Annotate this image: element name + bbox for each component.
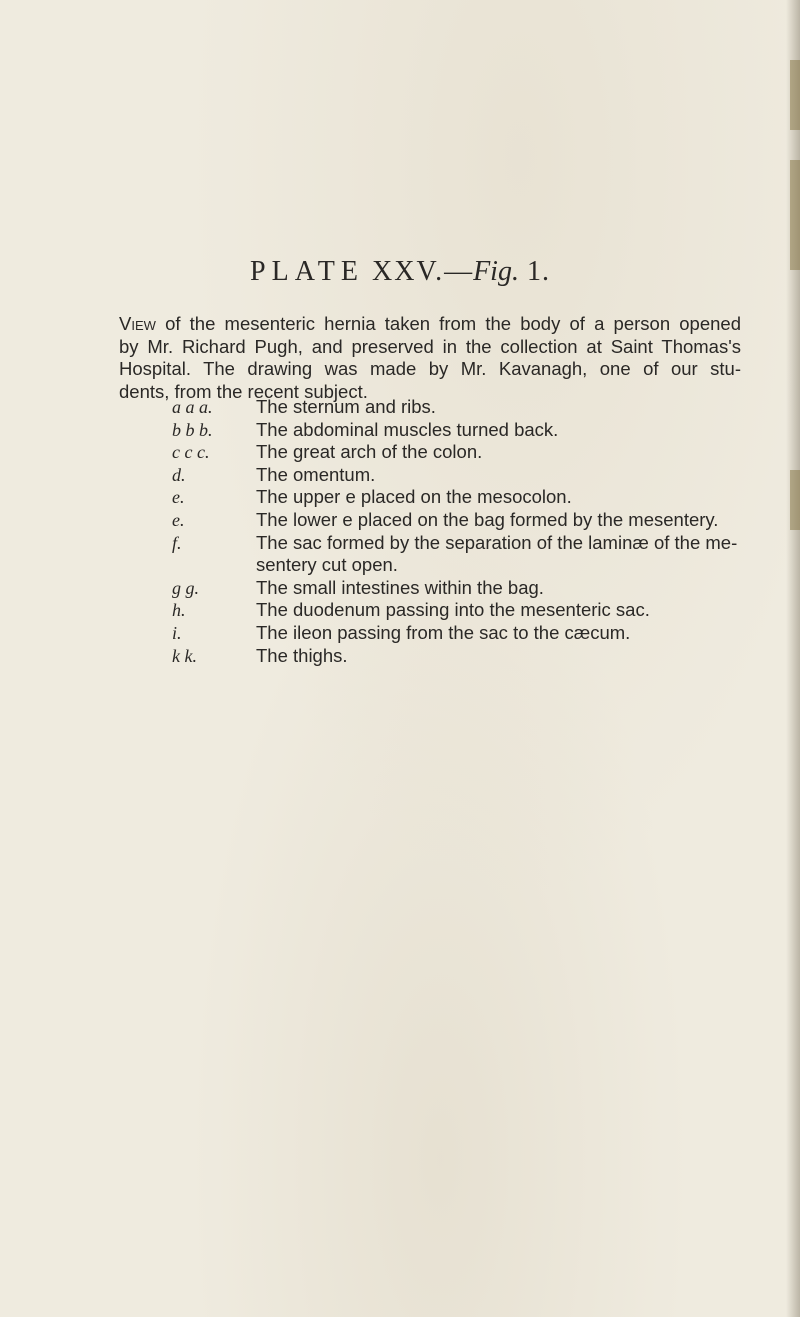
legend-key: k k.: [172, 645, 197, 666]
figure-number: 1.: [526, 256, 550, 287]
legend-row: [172, 532, 744, 577]
page-edge-mark: [790, 60, 800, 130]
legend-text: The duodenum passing into the mesenteric sac.: [256, 599, 650, 621]
legend-text-multiline: [256, 532, 744, 577]
figure-legend: [172, 396, 744, 667]
legend-key: i.: [172, 622, 182, 643]
intro-line-2: by Mr. Richard Pugh, and preserved in the collection at Saint Thomas's: [119, 335, 741, 357]
title-dash: —: [444, 256, 474, 287]
legend-key: b b b.: [172, 419, 213, 440]
page-edge-mark: [790, 470, 800, 530]
legend-key: d.: [172, 464, 186, 485]
legend-row: [172, 622, 744, 645]
legend-text-continuation: sentery cut open.: [256, 554, 398, 576]
legend-text: The thighs.: [256, 644, 348, 666]
legend-text: The upper e placed on the mesocolon.: [256, 486, 572, 508]
legend-text: The ileon passing from the sac to the cæcum.: [256, 621, 631, 643]
intro-paragraph: [119, 313, 741, 403]
legend-text: The sac formed by the separation of the laminæ of the me-: [256, 531, 738, 553]
legend-key: c c c.: [172, 442, 210, 463]
intro-line-4: dents, from the recent subject.: [119, 380, 368, 402]
intro-line: [119, 313, 741, 336]
plate-number: XXV.: [372, 256, 445, 287]
legend-key: g g.: [172, 577, 199, 598]
legend-row: [172, 464, 744, 487]
legend-key: e.: [172, 509, 185, 530]
legend-row: [172, 509, 744, 532]
legend-text: The omentum.: [256, 463, 376, 485]
legend-row: [172, 486, 744, 509]
intro-lead-word: View: [119, 313, 156, 334]
legend-key: h.: [172, 600, 186, 621]
legend-text: The great arch of the colon.: [256, 441, 483, 463]
legend-text: The small intestines within the bag.: [256, 576, 544, 598]
figure-label: Fig.: [473, 256, 519, 287]
legend-row: [172, 599, 744, 622]
legend-row: [172, 577, 744, 600]
legend-text: The sternum and ribs.: [256, 396, 436, 417]
legend-text: The abdominal muscles turned back.: [256, 418, 559, 440]
legend-key: f.: [172, 532, 182, 553]
intro-line-1: of the mesenteric hernia taken from the body of a person opened: [165, 313, 742, 334]
intro-line-3: Hospital. The drawing was made by Mr. Kavanagh, one of our stu-: [119, 358, 741, 379]
legend-key: e.: [172, 487, 185, 508]
plate-word: PLATE: [250, 256, 365, 287]
plate-title: [0, 254, 800, 290]
legend-key: a a a.: [172, 397, 213, 417]
legend-row: [172, 645, 744, 668]
legend-text: The lower e placed on the bag formed by the mesentery.: [256, 508, 719, 530]
legend-row: [172, 419, 744, 442]
legend-row: [172, 396, 744, 419]
legend-row: [172, 441, 744, 464]
